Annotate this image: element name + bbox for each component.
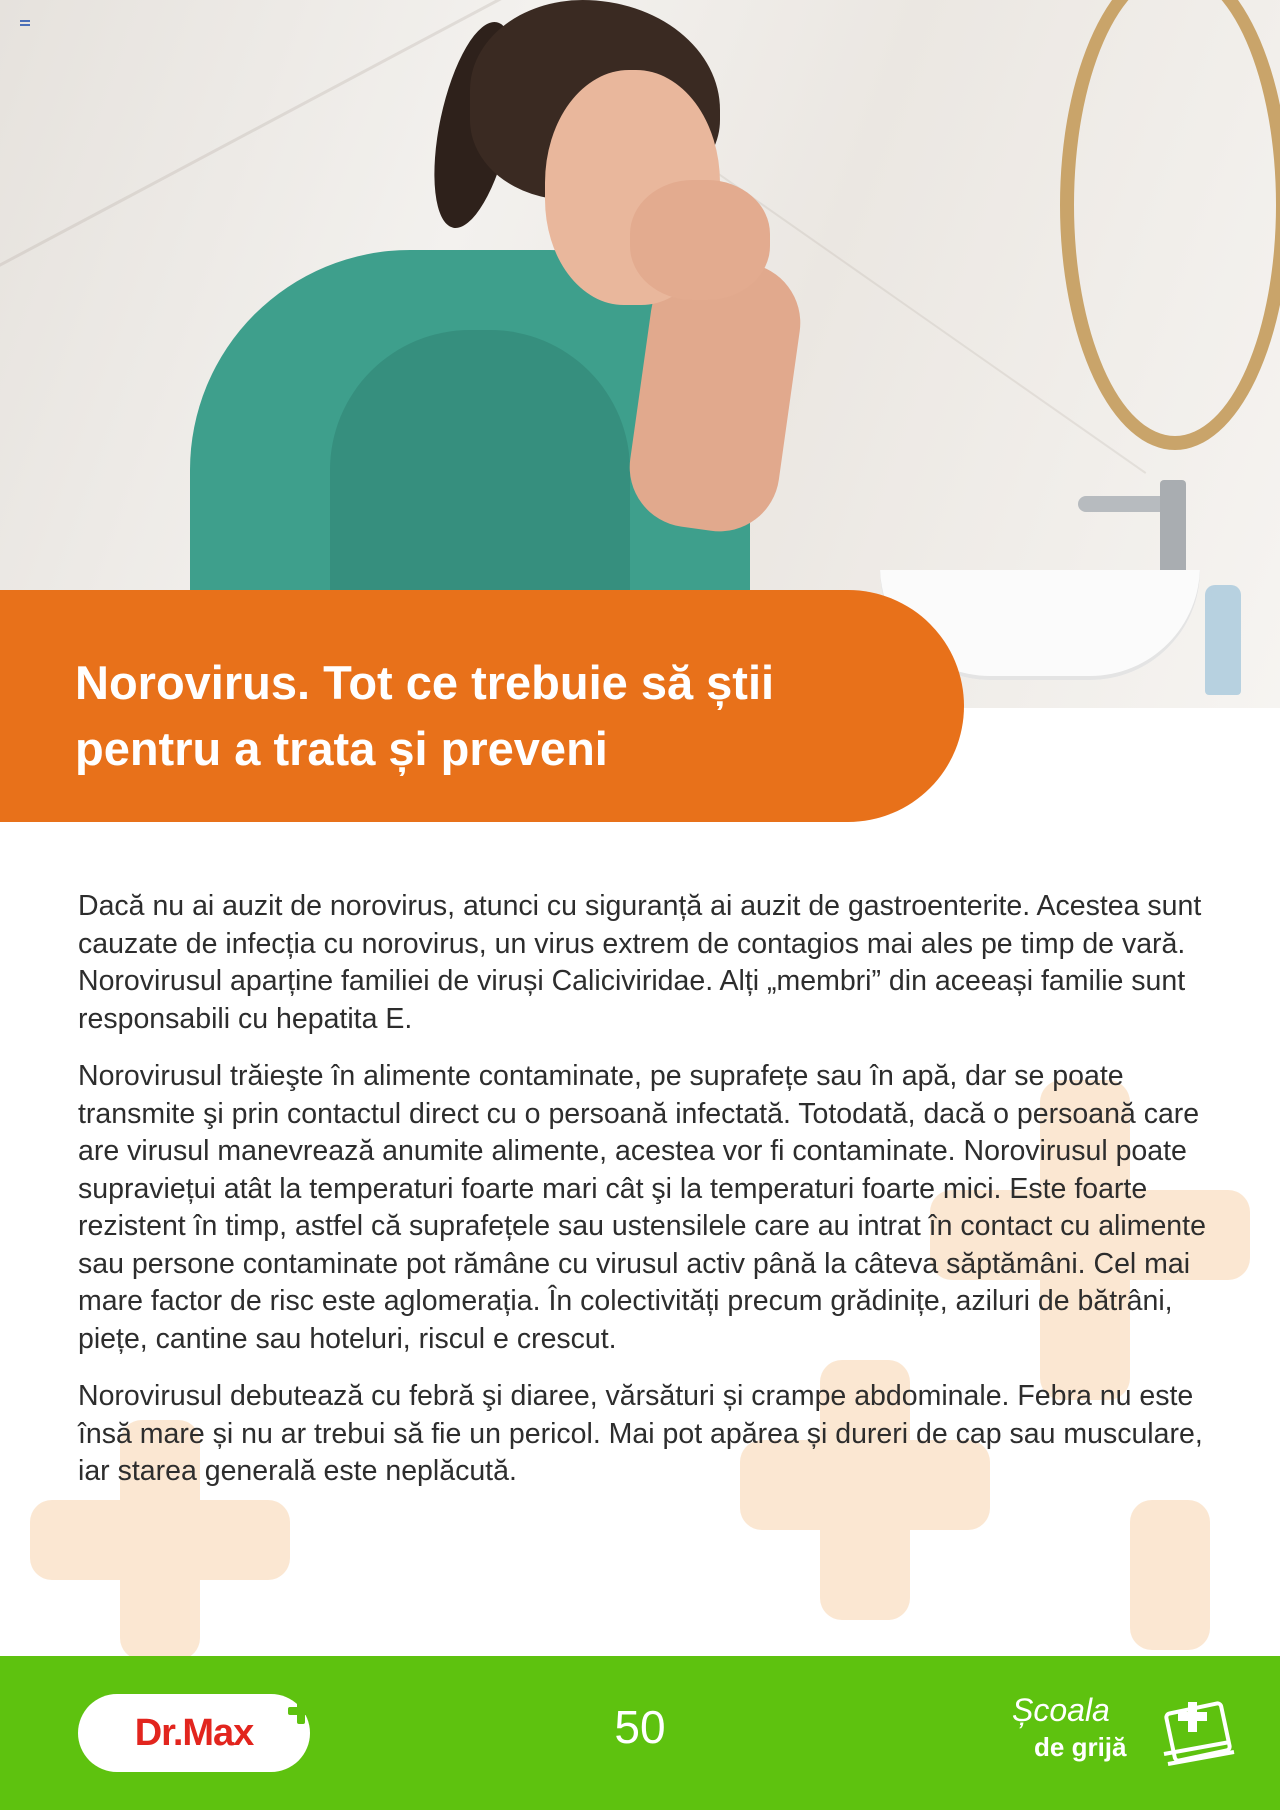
school-subtitle: de grijă: [1034, 1732, 1127, 1762]
drmax-logo[interactable]: [78, 1694, 310, 1772]
school-title: Școala: [1012, 1692, 1110, 1728]
page-number: 50: [614, 1701, 666, 1753]
paragraph-3: Norovirusul debutează cu febră şi diaree, vărsături și crampe abdominale. Febra nu este însă mare și nu ar trebui să fie un pericol. Mai pot apărea și dureri de cap sau musculare, iar starea generală este neplăcută.: [78, 1380, 1203, 1487]
round-mirror: [1060, 0, 1280, 450]
title-line-2: pentru a trata și preveni: [75, 722, 608, 775]
school-card-icon: [1150, 1694, 1242, 1774]
page-title: [75, 650, 904, 782]
article-body: [78, 888, 1208, 1511]
title-line-1: Norovirus. Tot ce trebuie să știi: [75, 656, 775, 709]
title-banner: [0, 590, 964, 822]
paragraph-2: Norovirusul trăieşte în alimente contaminate, pe suprafețe sau în apă, dar se poate transmite şi prin contactul direct cu o persoană infectată. Totodată, dacă o persoană care are virusul manevrează anumite alimente, acestea vor fi contaminate. Norovirusul poate supraviețui atât la temperaturi foarte mari cât şi la temperaturi foarte mici. Este foarte rezistent în timp, astfel că suprafețele sau ustensilele care au intrat în contact cu alimente sau persone contaminate pot rămâne cu virusul activ până la câteva săptămâni. Cel mai mare factor de risc este aglomerația. În colectivități precum grădinițe, aziluri de bătrâni, piețe, cantine sau hoteluri, riscul e crescut.: [78, 1060, 1206, 1355]
brand-name: Dr.Max: [134, 1711, 254, 1754]
soap-bottle: [1205, 585, 1241, 695]
plus-icon: [30, 1500, 290, 1580]
paragraph-1: Dacă nu ai auzit de norovirus, atunci cu siguranță ai auzit de gastroenterite. Acestea sunt cauzate de infecția cu norovirus, un virus extrem de contagios mai ales pe timp de vară. Norovirusul aparține familiei de viruși Caliciviridae. Alți „membri” din aceeași familie sunt responsabili cu hepatita E.: [78, 890, 1202, 1035]
menu-icon[interactable]: [20, 20, 30, 26]
plus-icon: [288, 1698, 314, 1724]
scoala-de-grija-logo: [1010, 1692, 1240, 1782]
footer: [0, 1656, 1280, 1810]
plus-icon: [1130, 1500, 1210, 1650]
woman-hand: [630, 180, 770, 300]
